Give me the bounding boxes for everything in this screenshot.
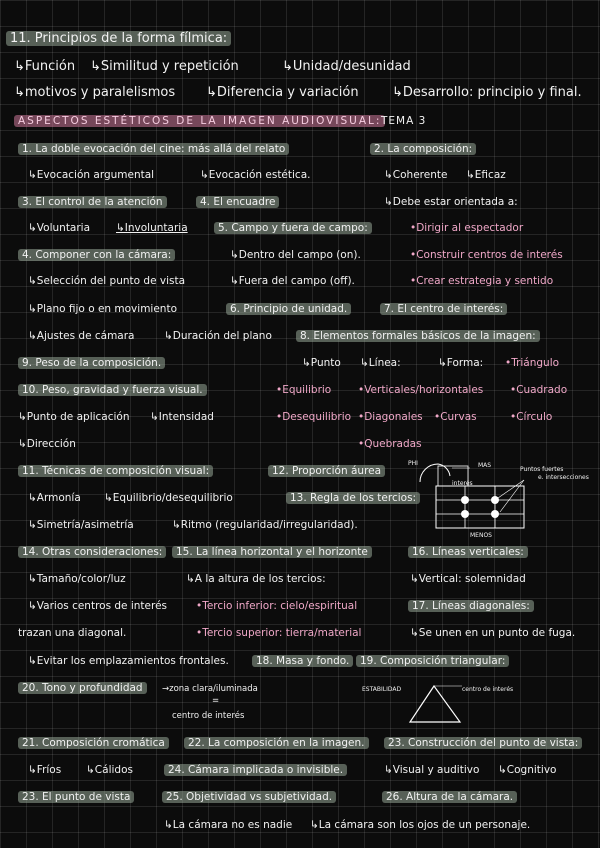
line-quebradas: •Quebradas: [358, 438, 422, 450]
item-19-title: 19. Composición triangular:: [356, 654, 509, 668]
line-diag: •Diagonales: [358, 411, 423, 423]
intersecciones-label: e. intersecciones: [538, 474, 589, 481]
seleccion-punto: ↳Selección del punto de vista: [28, 275, 186, 287]
zona-clara: →zona clara/iluminada: [162, 684, 258, 694]
principle-unidad: ↳Unidad/desunidad: [282, 59, 411, 74]
item-18-title: 18. Masa y fondo.: [252, 654, 353, 668]
menos-label: MENOS: [470, 532, 492, 539]
item-24-title: 24. Cámara implicada o invisible.: [164, 763, 347, 777]
camara-ojos: ↳La cámara son los ojos de un personaje.: [310, 819, 531, 831]
visual-auditivo: ↳Visual y auditivo: [384, 764, 480, 776]
item-7-title: 7. El centro de interés:: [380, 302, 507, 316]
orient-2: •Construir centros de interés: [410, 249, 563, 261]
direccion: ↳Dirección: [18, 438, 76, 450]
orient-1: •Dirigir al espectador: [410, 222, 524, 234]
item-8-title: 8. Elementos formales básicos de la imagen:: [296, 329, 540, 343]
trazan-diagonal: trazan una diagonal.: [18, 627, 127, 639]
cognitivo: ↳Cognitivo: [498, 764, 557, 776]
intensidad: ↳Intensidad: [150, 411, 214, 423]
item-11-title: 11. Técnicas de composición visual:: [18, 464, 213, 478]
section-heading: ASPECTOS ESTÉTICOS DE LA IMAGEN AUDIOVISUAL:: [14, 114, 385, 128]
item-16-title: 16. Líneas verticales:: [408, 545, 528, 559]
tema-label: TEMA 3: [381, 115, 427, 127]
tamano-color: ↳Tamaño/color/luz: [28, 573, 126, 585]
phi-label: PHI: [408, 460, 418, 467]
puntos-fuertes-label: Puntos fuertes: [520, 466, 564, 473]
armonia: ↳Armonía: [28, 492, 81, 504]
item-25-title: 25. Objetividad vs subjetividad.: [162, 790, 336, 804]
eficaz: ↳Eficaz: [466, 169, 506, 181]
involuntaria: ↳Involuntaria: [116, 222, 188, 234]
calidos: ↳Cálidos: [86, 764, 133, 776]
principle-similitud: ↳Similitud y repetición: [90, 59, 239, 74]
tercio-inferior: •Tercio inferior: cielo/espiritual: [196, 600, 358, 612]
punto-fuga: ↳Se unen en un punto de fuga.: [410, 627, 576, 639]
plano-fijo: ↳Plano fijo o en movimiento: [28, 303, 177, 315]
principle-diferencia: ↳Diferencia y variación: [206, 85, 359, 100]
item-23-title: 23. Construcción del punto de vista:: [384, 736, 582, 750]
estabilidad-label: ESTABILIDAD: [362, 686, 402, 693]
shape-triangulo: •Triángulo: [505, 357, 560, 369]
tercio-superior: •Tercio superior: tierra/material: [196, 627, 362, 639]
voluntaria: ↳Voluntaria: [28, 222, 91, 234]
item-17-title: 17. Líneas diagonales:: [408, 599, 534, 613]
altura-tercios: ↳A la altura de los tercios:: [186, 573, 326, 585]
punto-aplicacion: ↳Punto de aplicación: [18, 411, 130, 423]
item-4b-title: 4. Componer con la cámara:: [18, 248, 175, 262]
equals-sign: =: [212, 696, 220, 706]
item-26-title: 26. Altura de la cámara.: [382, 790, 517, 804]
duracion-plano: ↳Duración del plano: [164, 330, 272, 342]
item-14-title: 14. Otras consideraciones:: [18, 545, 166, 559]
item-6-title: 6. Principio de unidad.: [226, 302, 351, 316]
shape-circulo: •Círculo: [510, 411, 553, 423]
interes-label: interés: [452, 480, 473, 487]
principles-title: 11. Principios de la forma fílmica:: [6, 32, 231, 46]
principle-motivos: ↳motivos y paralelismos: [14, 85, 176, 100]
evocacion-argumental: ↳Evocación argumental: [28, 169, 155, 181]
item-15-title: 15. La línea horizontal y el horizonte: [172, 545, 372, 559]
triangle-diagram: [400, 682, 480, 726]
fuera-campo: ↳Fuera del campo (off).: [230, 275, 355, 287]
item-5-title: 5. Campo y fuera de campo:: [214, 221, 372, 235]
item-1-title: 1. La doble evocación del cine: más allá del relato: [18, 142, 289, 156]
orientada: ↳Debe estar orientada a:: [384, 196, 518, 208]
item-21-title: 21. Composición cromática: [18, 736, 169, 750]
vertical-solemnidad: ↳Vertical: solemnidad: [410, 573, 526, 585]
triangle-centro-label: centro de interés: [462, 686, 514, 693]
item-12-title: 12. Proporción áurea: [268, 464, 385, 478]
mas-label: MAS: [478, 462, 492, 469]
line-vh: •Verticales/horizontales: [358, 384, 484, 396]
item-13-title: 13. Regla de los tercios:: [286, 491, 420, 505]
el-punto: ↳Punto: [302, 357, 341, 369]
thirds-frame: [436, 486, 524, 528]
el-forma: ↳Forma:: [438, 357, 484, 369]
ritmo: ↳Ritmo (regularidad/irregularidad).: [172, 519, 358, 531]
principle-funcion: ↳Función: [14, 59, 76, 74]
golden-spiral: [420, 464, 450, 482]
eq-equilibrio: •Equilibrio: [276, 384, 332, 396]
orient-3: •Crear estrategia y sentido: [410, 275, 554, 287]
dentro-campo: ↳Dentro del campo (on).: [230, 249, 361, 261]
evocacion-estetica: ↳Evocación estética.: [200, 169, 311, 181]
item-10-title: 10. Peso, gravidad y fuerza visual.: [18, 383, 207, 397]
varios-centros: ↳Varios centros de interés: [28, 600, 168, 612]
eq-desequilibrio: •Desequilibrio: [276, 411, 352, 423]
item-2-title: 2. La composición:: [370, 142, 476, 156]
ajustes-camara: ↳Ajustes de cámara: [28, 330, 135, 342]
item-4-title: 4. El encuadre: [196, 195, 279, 209]
centro-interes-20: centro de interés: [172, 711, 245, 721]
item-20-title: 20. Tono y profundidad: [18, 681, 147, 695]
coherente: ↳Coherente: [384, 169, 448, 181]
principle-desarrollo: ↳Desarrollo: principio y final.: [392, 85, 582, 100]
item-3-title: 3. El control de la atención: [18, 195, 167, 209]
el-linea: ↳Línea:: [360, 357, 401, 369]
item-27-title: 23. El punto de vista: [18, 790, 134, 804]
evitar-frontales: ↳Evitar los emplazamientos frontales.: [28, 655, 229, 667]
frios: ↳Fríos: [28, 764, 62, 776]
item-9-title: 9. Peso de la composición.: [18, 356, 165, 370]
camara-nadie: ↳La cámara no es nadie: [164, 819, 293, 831]
shape-cuadrado: •Cuadrado: [510, 384, 568, 396]
equilibrio-deseq: ↳Equilibrio/desequilibrio: [104, 492, 233, 504]
simetria: ↳Simetría/asimetría: [28, 519, 134, 531]
line-curvas: •Curvas: [434, 411, 477, 423]
item-22-title: 22. La composición en la imagen.: [184, 736, 369, 750]
